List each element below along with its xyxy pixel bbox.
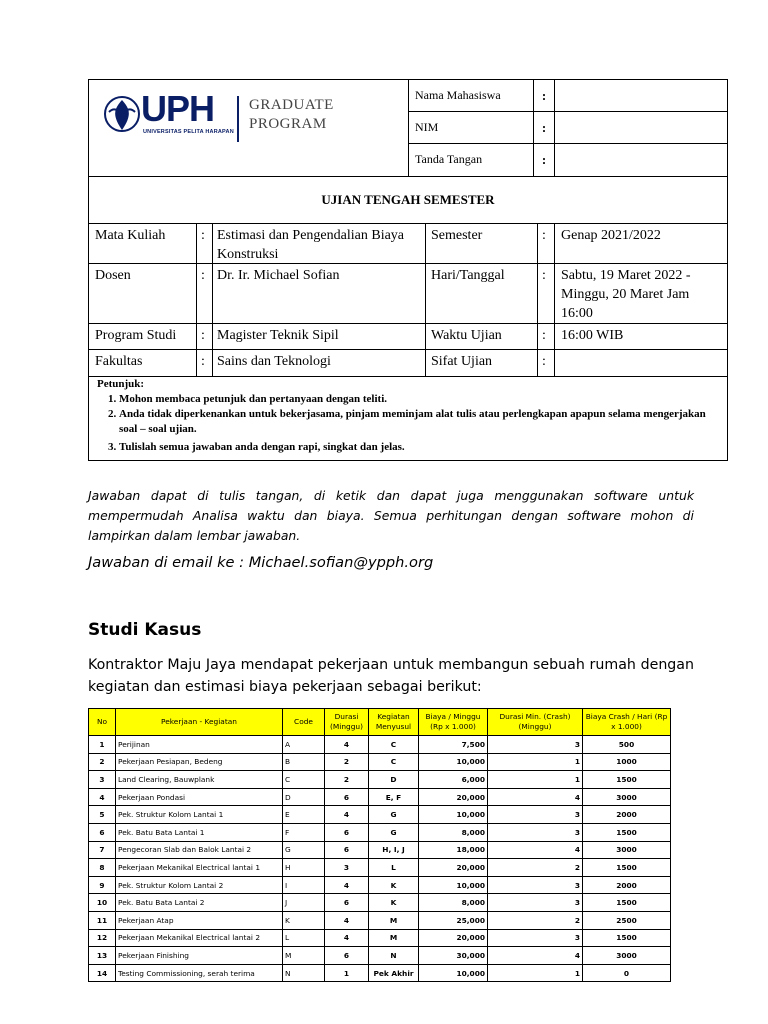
- dosen-label: Dosen: [95, 268, 131, 283]
- table-cell: 8,000: [419, 823, 488, 841]
- waktu-value: 16:00 WIB: [561, 328, 624, 343]
- table-cell: 3: [488, 806, 583, 824]
- table-cell: 500: [583, 736, 671, 754]
- table-cell: Pek. Struktur Kolom Lantai 2: [116, 876, 283, 894]
- table-cell: Pekerjaan Mekanikal Electrical lantai 1: [116, 859, 283, 877]
- table-cell: L: [283, 929, 325, 947]
- info-row-prodi: [89, 324, 727, 350]
- uph-emblem-icon: [103, 94, 141, 138]
- table-body: [89, 736, 671, 982]
- table-cell: F: [283, 823, 325, 841]
- table-cell: 1: [488, 771, 583, 789]
- table-row: [89, 806, 671, 824]
- colon: :: [201, 328, 205, 343]
- fakultas-label: Fakultas: [95, 354, 143, 369]
- table-cell: 3: [488, 929, 583, 947]
- table-cell: 6: [325, 823, 369, 841]
- table-cell: 3000: [583, 947, 671, 965]
- table-cell: N: [283, 964, 325, 982]
- table-cell: Testing Commissioning, serah terima: [116, 964, 283, 982]
- table-cell: 7: [89, 841, 116, 859]
- table-row: [89, 964, 671, 982]
- table-cell: I: [283, 876, 325, 894]
- table-cell: M: [369, 929, 419, 947]
- table-cell: 2: [488, 859, 583, 877]
- table-cell: 4: [488, 947, 583, 965]
- note-paragraph: Jawaban dapat di tulis tangan, di ketik dan dapat juga menggunakan software untuk mempermudah Analisa waktu dan biaya. Semua perhitungan dengan software mohon di lampirkan dalam lembar jawaban.: [88, 488, 694, 543]
- table-header-cell: Biaya / Minggu (Rp x 1.000): [419, 709, 488, 736]
- colon: :: [542, 228, 546, 243]
- table-cell: 10,000: [419, 876, 488, 894]
- table-cell: Land Clearing, Bauwplank: [116, 771, 283, 789]
- hari-label: Hari/Tanggal: [431, 268, 505, 283]
- table-header-cell: Kegiatan Menyusul: [369, 709, 419, 736]
- table-row: [89, 947, 671, 965]
- table-cell: K: [283, 911, 325, 929]
- table-cell: 2: [488, 911, 583, 929]
- table-row: [89, 753, 671, 771]
- table-cell: 20,000: [419, 929, 488, 947]
- instructions: [89, 377, 727, 455]
- student-signature-row: [409, 144, 727, 176]
- table-cell: 3: [325, 859, 369, 877]
- table-cell: 20,000: [419, 788, 488, 806]
- table-cell: 1: [325, 964, 369, 982]
- table-header-cell: Biaya Crash / Hari (Rp x 1.000): [583, 709, 671, 736]
- table-cell: 20,000: [419, 859, 488, 877]
- table-cell: G: [369, 823, 419, 841]
- table-cell: 1500: [583, 929, 671, 947]
- instruction-item: 3. Tulislah semua jawaban anda dengan rapi, singkat dan jelas.: [119, 440, 719, 455]
- table-cell: A: [283, 736, 325, 754]
- table-cell: M: [369, 911, 419, 929]
- instructions-title: Petunjuk:: [97, 378, 145, 390]
- logo-program-line2: PROGRAM: [249, 116, 327, 132]
- table-cell: 6: [89, 823, 116, 841]
- table-header-cell: Durasi Min. (Crash) (Minggu): [488, 709, 583, 736]
- table-cell: 10,000: [419, 753, 488, 771]
- semester-value: Genap 2021/2022: [561, 228, 661, 243]
- table-cell: K: [369, 876, 419, 894]
- table-cell: L: [369, 859, 419, 877]
- table-row: [89, 841, 671, 859]
- table-cell: 12: [89, 929, 116, 947]
- table-cell: H: [283, 859, 325, 877]
- table-cell: 1000: [583, 753, 671, 771]
- logo-university: UNIVERSITAS PELITA HARAPAN: [143, 129, 234, 135]
- table-row: [89, 736, 671, 754]
- table-cell: 5: [89, 806, 116, 824]
- table-cell: Pekerjaan Finishing: [116, 947, 283, 965]
- table-cell: 1500: [583, 859, 671, 877]
- logo-program: [249, 96, 334, 134]
- table-cell: 1500: [583, 771, 671, 789]
- fakultas-value: Sains dan Teknologi: [217, 354, 331, 369]
- table-cell: D: [283, 788, 325, 806]
- table-row: [89, 823, 671, 841]
- mata-kuliah-value: Estimasi dan Pengendalian Biaya Konstruksi: [217, 228, 405, 262]
- exam-title: UJIAN TENGAH SEMESTER: [89, 176, 727, 224]
- table-cell: 1500: [583, 894, 671, 912]
- table-cell: 1: [89, 736, 116, 754]
- mata-kuliah-label: Mata Kuliah: [95, 228, 166, 243]
- table-cell: 1500: [583, 823, 671, 841]
- table-cell: 6: [325, 788, 369, 806]
- student-fields: [409, 80, 727, 176]
- logo-program-line1: GRADUATE: [249, 97, 334, 113]
- instructions-list: [97, 392, 719, 455]
- table-cell: J: [283, 894, 325, 912]
- table-cell: Pengecoran Slab dan Balok Lantai 2: [116, 841, 283, 859]
- table-cell: C: [369, 753, 419, 771]
- table-cell: 4: [488, 788, 583, 806]
- table-cell: C: [283, 771, 325, 789]
- logo-brand: UPH: [141, 88, 215, 129]
- table-row: [89, 771, 671, 789]
- student-nim-label: NIM: [415, 120, 439, 134]
- table-cell: 3: [488, 894, 583, 912]
- table-cell: 30,000: [419, 947, 488, 965]
- table-cell: 4: [325, 911, 369, 929]
- table-cell: Pekerjaan Mekanikal Electrical lantai 2: [116, 929, 283, 947]
- grid-line: [554, 224, 555, 377]
- table-cell: Perijinan: [116, 736, 283, 754]
- table-cell: 9: [89, 876, 116, 894]
- colon: :: [542, 268, 546, 283]
- table-cell: 13: [89, 947, 116, 965]
- table-cell: C: [369, 736, 419, 754]
- table-cell: 2: [89, 753, 116, 771]
- table-cell: 25,000: [419, 911, 488, 929]
- table-cell: 2000: [583, 806, 671, 824]
- table-cell: K: [369, 894, 419, 912]
- grid-line: [196, 224, 197, 377]
- logo-cell: [89, 80, 409, 176]
- table-cell: 7,500: [419, 736, 488, 754]
- table-cell: 2: [325, 753, 369, 771]
- table-row: [89, 788, 671, 806]
- intro-paragraph: Kontraktor Maju Jaya mendapat pekerjaan untuk membangun sebuah rumah dengan kegiatan dan estimasi biaya pekerjaan sebagai berikut:: [88, 657, 694, 695]
- table-cell: G: [369, 806, 419, 824]
- section-title: Studi Kasus: [88, 620, 202, 640]
- table-header-cell: Code: [283, 709, 325, 736]
- table-cell: 4: [325, 876, 369, 894]
- table-cell: E, F: [369, 788, 419, 806]
- table-cell: 6: [325, 894, 369, 912]
- table-header-cell: No: [89, 709, 116, 736]
- table-cell: 10,000: [419, 806, 488, 824]
- colon: :: [542, 328, 546, 343]
- table-row: [89, 894, 671, 912]
- prodi-label: Program Studi: [95, 328, 177, 343]
- table-cell: 3: [488, 736, 583, 754]
- table-cell: 0: [583, 964, 671, 982]
- table-header-row: [89, 709, 671, 736]
- table-cell: 6: [325, 841, 369, 859]
- activity-table: [88, 708, 671, 982]
- table-cell: 10,000: [419, 964, 488, 982]
- student-name-label: Nama Mahasiswa: [415, 88, 501, 102]
- table-cell: 4: [325, 806, 369, 824]
- table-cell: 8: [89, 859, 116, 877]
- table-row: [89, 929, 671, 947]
- table-cell: Pek Akhir: [369, 964, 419, 982]
- table-cell: 4: [488, 841, 583, 859]
- info-row-fakultas: [89, 350, 727, 377]
- instruction-item: 1. Mohon membaca petunjuk dan pertanyaan dengan teliti.: [119, 392, 719, 407]
- table-cell: 4: [89, 788, 116, 806]
- waktu-label: Waktu Ujian: [431, 328, 502, 343]
- table-cell: E: [283, 806, 325, 824]
- table-cell: Pekerjaan Atap: [116, 911, 283, 929]
- table-cell: 3: [89, 771, 116, 789]
- table-cell: B: [283, 753, 325, 771]
- dosen-value: Dr. Ir. Michael Sofian: [217, 268, 340, 283]
- table-cell: H, I, J: [369, 841, 419, 859]
- colon: :: [533, 80, 555, 111]
- table-cell: 1: [488, 964, 583, 982]
- table-row: [89, 911, 671, 929]
- table-cell: Pek. Batu Bata Lantai 1: [116, 823, 283, 841]
- colon: :: [533, 112, 555, 143]
- colon: :: [201, 228, 205, 243]
- table-cell: 18,000: [419, 841, 488, 859]
- semester-label: Semester: [431, 228, 483, 243]
- table-cell: 3: [488, 876, 583, 894]
- hari-value: Sabtu, 19 Maret 2022 - Minggu, 20 Maret Jam 16:00: [561, 268, 691, 321]
- table-cell: 2: [325, 771, 369, 789]
- colon: :: [201, 268, 205, 283]
- sifat-label: Sifat Ujian: [431, 354, 493, 369]
- table-cell: 6: [325, 947, 369, 965]
- info-row-mata-kuliah: [89, 224, 727, 264]
- student-signature-label: Tanda Tangan: [415, 152, 483, 166]
- table-cell: 11: [89, 911, 116, 929]
- grid-line: [537, 224, 538, 377]
- table-cell: M: [283, 947, 325, 965]
- student-nim-row: [409, 112, 727, 144]
- email-line: Jawaban di email ke : Michael.sofian@ypph.org: [88, 554, 434, 571]
- colon: :: [533, 144, 555, 176]
- table-cell: 3000: [583, 788, 671, 806]
- table-cell: 2000: [583, 876, 671, 894]
- table-cell: N: [369, 947, 419, 965]
- table-cell: Pek. Batu Bata Lantai 2: [116, 894, 283, 912]
- info-row-dosen: [89, 264, 727, 324]
- instruction-item: 2. Anda tidak diperkenankan untuk bekerjasama, pinjam meminjam alat tulis atau perlengkapan apapun selama mengerjakan soal – soal ujian.: [119, 407, 719, 437]
- colon: :: [542, 354, 546, 369]
- grid-line: [425, 224, 426, 377]
- table-cell: 2500: [583, 911, 671, 929]
- table-header-cell: Pekerjaan - Kegiatan: [116, 709, 283, 736]
- student-name-row: [409, 80, 727, 112]
- table-cell: 4: [325, 929, 369, 947]
- table-cell: 8,000: [419, 894, 488, 912]
- colon: :: [201, 354, 205, 369]
- prodi-value: Magister Teknik Sipil: [217, 328, 339, 343]
- table-cell: 4: [325, 736, 369, 754]
- table-cell: 3000: [583, 841, 671, 859]
- table-cell: 10: [89, 894, 116, 912]
- table-cell: Pekerjaan Pesiapan, Bedeng: [116, 753, 283, 771]
- table-cell: G: [283, 841, 325, 859]
- table-cell: 3: [488, 823, 583, 841]
- grid-line: [212, 224, 213, 377]
- table-header-cell: Durasi (Minggu): [325, 709, 369, 736]
- exam-header: [88, 79, 728, 461]
- table-cell: Pekerjaan Pondasi: [116, 788, 283, 806]
- table-row: [89, 859, 671, 877]
- table-cell: Pek. Struktur Kolom Lantai 1: [116, 806, 283, 824]
- table-cell: 14: [89, 964, 116, 982]
- table-cell: 1: [488, 753, 583, 771]
- table-cell: D: [369, 771, 419, 789]
- table-cell: 6,000: [419, 771, 488, 789]
- table-row: [89, 876, 671, 894]
- logo-divider: [237, 96, 239, 142]
